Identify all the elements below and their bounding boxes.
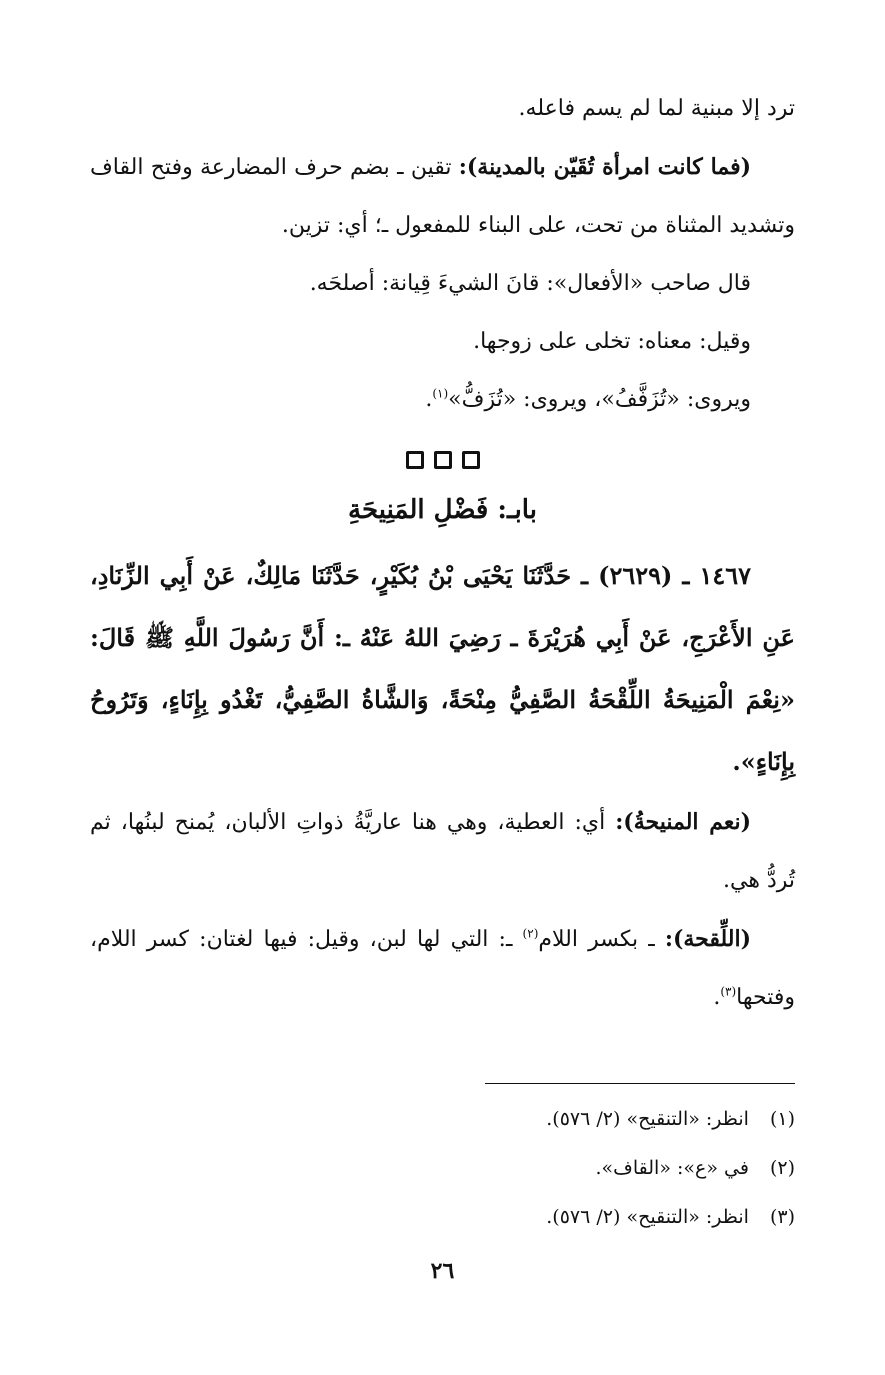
afal-paragraph: قال صاحب «الأفعال»: قانَ الشيءَ قِيانة: أصلحَه. <box>309 271 751 296</box>
page-number: ٢٦ <box>430 1258 455 1284</box>
footnote-number: (٢) <box>769 1157 795 1179</box>
liqha-heading: (اللِّقحة): <box>664 926 751 952</box>
yurwa-text: ويروى: «تُزَفَّفُ»، ويروى: «تُزَفُّ» <box>448 387 751 412</box>
footnote <box>90 1095 795 1144</box>
section-separator <box>90 451 795 469</box>
taqin-paragraph <box>90 138 795 255</box>
footnote <box>90 1193 795 1242</box>
footnote-text: في «ع»: «القاف». <box>595 1157 749 1179</box>
square-ornament-icon <box>406 451 424 469</box>
maanah-paragraph: وقيل: معناه: تخلى على زوجها. <box>473 329 751 354</box>
chapter-title: بابـ: فَضْلِ المَنِيحَةِ <box>348 495 537 525</box>
taqin-explanation: تقين ـ بضم حرف المضارعة وفتح القاف وتشديد المثناة من تحت، على البناء للمفعول ـ؛ أي: تزين. <box>90 155 795 238</box>
yurwa-end: . <box>425 387 433 412</box>
footnote-text: انظر: «التنقيح» (٢/ ٥٧٦). <box>546 1108 749 1130</box>
square-ornament-icon <box>462 451 480 469</box>
footnote-number: (١) <box>769 1108 795 1130</box>
minha-paragraph <box>90 793 795 910</box>
continued-line: ترد إلا مبنية لما لم يسم فاعله. <box>518 96 795 121</box>
liqha-part-a: ـ بكسر اللام <box>538 927 655 952</box>
liqha-end: . <box>713 985 721 1010</box>
footnote-ref-2: (٢) <box>522 926 539 941</box>
main-text <box>90 80 795 1027</box>
liqha-paragraph <box>90 910 795 1027</box>
minha-heading: (نعم المنيحةُ): <box>615 809 751 835</box>
footnote-ref-3: (٣) <box>720 984 737 999</box>
footnote-number: (٣) <box>769 1206 795 1228</box>
footnote-divider <box>485 1083 795 1084</box>
square-ornament-icon <box>434 451 452 469</box>
footnote <box>90 1144 795 1193</box>
hadith-text: ١٤٦٧ ـ (٢٦٢٩) ـ حَدَّثَنَا يَحْيَى بْنُ بُكَيْرٍ، حَدَّثَنَا مَالِكٌ، عَنْ أَبِي الزِّنَادِ، عَنِ الأَعْرَجِ، عَنْ أَبِي هُرَيْرَةَ ـ رَضِيَ اللهُ عَنْهُ ـ: أَنَّ رَسُولَ اللَّهِ ﷺ قَالَ: «نِعْمَ الْمَنِيحَةُ اللِّقْحَةُ الصَّفِيُّ مِنْحَةً، وَالشَّاةُ الصَّفِيُّ، تَغْدُو بِإِنَاءٍ، وَتَرُوحُ بِإِنَاءٍ». <box>90 561 795 776</box>
footnote-ref-1: (١) <box>432 386 449 401</box>
footnotes <box>90 1095 795 1242</box>
liqha-part-b: ـ: التي لها لبن، وقيل: فيها لغتان: كسر اللام، وفتحها <box>90 927 795 1010</box>
taqin-heading: (فما كانت امرأة تُقَيّن بالمدينة): <box>458 154 752 180</box>
yurwa-paragraph <box>90 371 795 429</box>
footnote-text: انظر: «التنقيح» (٢/ ٥٧٦). <box>546 1206 749 1228</box>
minha-explanation: أي: العطية، وهي هنا عاريَّةُ ذواتِ الألبان، يُمنح لبنُها، ثم تُردُّ هي. <box>90 810 795 893</box>
